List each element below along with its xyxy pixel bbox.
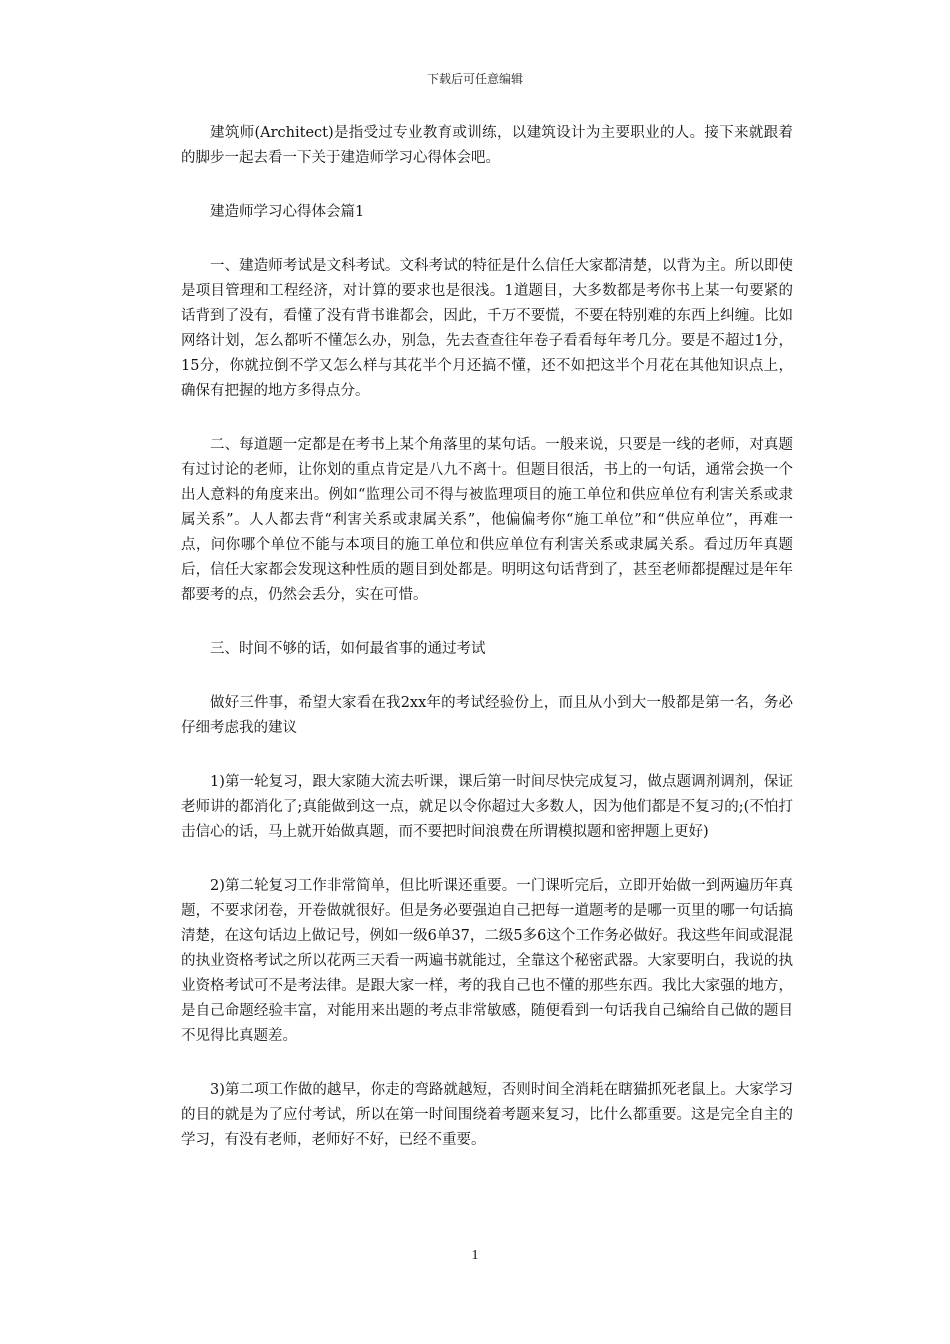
point-three-heading: 三、时间不够的话，如何最省事的通过考试 [210, 641, 486, 657]
point-one-paragraph: 一、建造师考试是文科考试。文科考试的特征是什么信任大家都清楚，以背为主。所以即使是项目管理和工程经济，对计算的要求也是很浅。1道题目，大多数都是考你书上某一句要紧的话背到了没有，看懂了没有背书谁都会，因此，千万不要慌，不要在特别难的东西上纠缠。比如网络计划，怎么都听不懂怎么办，别急，先去查查往年卷子看看每年考几分。要是不超过1分，15分，你就拉倒不学又怎么样与其花半个月还搞不懂，还不如把这半个月花在其他知识点上，确保有把握的地方多得点分。 [181, 258, 793, 399]
step-two-paragraph: 2)第二轮复习工作非常简单，但比听课还重要。一门课听完后，立即开始做一到两遍历年真题，不要求闭卷，开卷做就很好。但是务必要强迫自己把每一道题考的是哪一页里的哪一句话搞清楚，在这句话边上做记号，例如一级6单37，二级5多6这个工作务必做好。我这些年间或混混的执业资格考试之所以花两三天看一两遍书就能过，全靠这个秘密武器。大家要明白，我说的执业资格考试可不是考法律。是跟大家一样，考的我自己也不懂的那些东西。我比大家强的地方，是自己命题经验丰富，对能用来出题的考点非常敏感，随便看到一句话我自己编给自己做的题目不见得比真题差。 [181, 878, 793, 1044]
section-title: 建造师学习心得体会篇1 [210, 204, 365, 220]
intro-paragraph: 建筑师(Architect)是指受过专业教育或训练，以建筑设计为主要职业的人。接下来就跟着的脚步一起去看一下关于建造师学习心得体会吧。 [181, 125, 793, 166]
document-body [181, 121, 793, 1182]
step-three-paragraph: 3)第二项工作做的越早，你走的弯路就越短，否则时间全消耗在瞎猫抓死老鼠上。大家学习的目的就是为了应付考试，所以在第一时间围绕着考题来复习，比什么都重要。这是完全自主的学习，有没有老师，老师好不好，已经不重要。 [181, 1082, 793, 1148]
step-one-paragraph: 1)第一轮复习，跟大家随大流去听课，课后第一时间尽快完成复习，做点题调剂调剂，保证老师讲的都消化了;真能做到这一点，就足以令你超过大多数人，因为他们都是不复习的;(不怕打击信心的话，马上就开始做真题，而不要把时间浪费在所谓模拟题和密押题上更好) [181, 774, 793, 840]
header-note: 下载后可任意编辑 [426, 72, 523, 86]
page-number: 1 [471, 1248, 479, 1263]
point-two-paragraph: 二、每道题一定都是在考书上某个角落里的某句话。一般来说，只要是一线的老师，对真题有过讨论的老师，让你划的重点肯定是八九不离十。但题目很活，书上的一句话，通常会换一个出人意料的角度来出。例如“监理公司不得与被监理项目的施工单位和供应单位有利害关系或隶属关系”。人人都去背“利害关系或隶属关系”，他偏偏考你“施工单位”和“供应单位”，再难一点，问你哪个单位不能与本项目的施工单位和供应单位有利害关系或隶属关系。看过历年真题后，信任大家都会发现这种性质的题目到处都是。明明这句话背到了，甚至老师都提醒过是年年都要考的点，仍然会丢分，实在可惜。 [181, 437, 793, 603]
three-things-paragraph: 做好三件事，希望大家看在我2xx年的考试经验份上，而且从小到大一般都是第一名，务必仔细考虑我的建议 [181, 695, 793, 736]
